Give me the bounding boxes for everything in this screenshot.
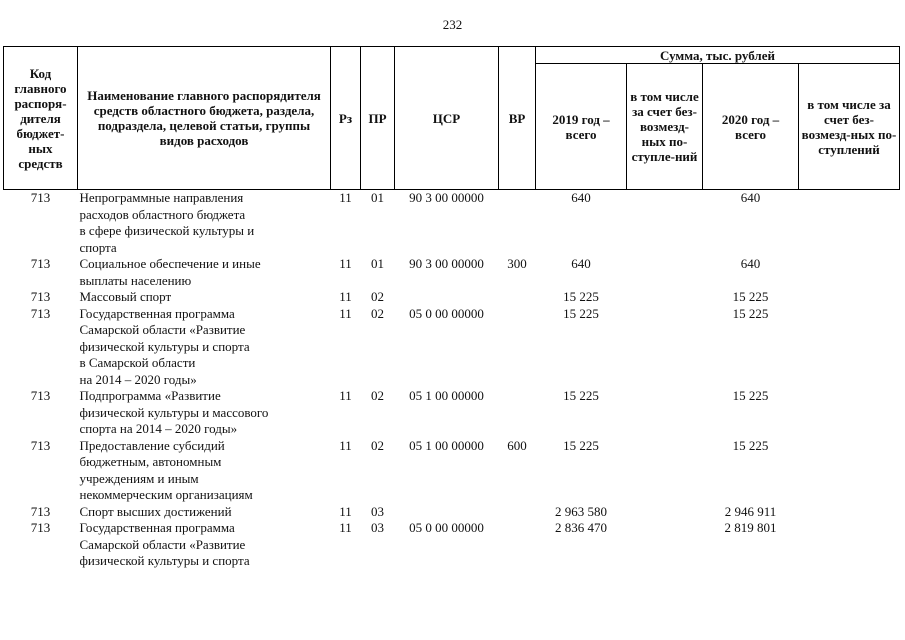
name-line: расходов областного бюджета — [79, 206, 246, 222]
table-body — [4, 190, 900, 570]
name-line: в Самарской области — [79, 355, 196, 370]
cell-2020-total: 15 225 — [732, 388, 769, 403]
page-number: 232 — [442, 17, 463, 32]
name-line: Непрограммные направления — [79, 190, 244, 205]
name-line: Массовый спорт — [79, 289, 172, 304]
cell-2020-total: 2 819 801 — [724, 520, 777, 535]
header-code: Код главного распоря-дителя бюджет-ных средств — [4, 47, 78, 190]
cell-rz: 11 — [339, 388, 352, 403]
cell-pr: 03 — [371, 520, 384, 535]
cell-name — [78, 190, 331, 257]
cell-csr — [395, 289, 499, 306]
cell-2019-free — [627, 306, 703, 389]
cell-code: 713 — [30, 520, 51, 535]
header-vr: ВР — [499, 47, 536, 190]
name-line: Государственная программа — [79, 305, 235, 321]
cell-pr: 01 — [371, 256, 384, 271]
cell-2020-total: 640 — [740, 256, 761, 271]
cell-2019-total: 640 — [571, 190, 591, 205]
table-row — [4, 504, 900, 521]
header-2020-free: в том числе за счет без-возмезд-ных по-ступлений — [799, 64, 900, 190]
cell-2020-free — [799, 520, 900, 570]
cell-2019-total: 2 836 470 — [555, 520, 607, 535]
cell-csr: 05 0 00 00000 — [409, 305, 484, 321]
table-row — [4, 190, 900, 257]
cell-name — [78, 520, 331, 570]
cell-code: 713 — [30, 190, 51, 205]
table-row — [4, 306, 900, 389]
cell-name — [78, 504, 331, 521]
name-line: выплаты населению — [79, 272, 192, 288]
cell-vr — [499, 190, 536, 257]
table-row — [4, 256, 900, 289]
header-row-top — [4, 47, 900, 64]
cell-2019-free — [627, 504, 703, 521]
name-line: физической культуры и массового — [79, 404, 269, 420]
cell-2019-total: 15 225 — [563, 437, 599, 453]
cell-2019-total: 2 963 580 — [555, 503, 607, 519]
cell-2019-total: 15 225 — [563, 388, 599, 403]
header-name: Наименование главного распорядителя средств областного бюджета, раздела, подраздела, целевой статьи, группы видов расходов — [78, 47, 331, 190]
cell-2020-free — [799, 289, 900, 306]
header-pr: ПР — [361, 47, 395, 190]
cell-code: 713 — [30, 256, 51, 271]
cell-name — [78, 256, 331, 289]
cell-rz: 11 — [339, 190, 352, 205]
cell-vr — [499, 388, 536, 438]
header-csr: ЦСР — [395, 47, 499, 190]
cell-rz: 11 — [339, 289, 352, 304]
cell-2020-total: 640 — [740, 190, 761, 205]
cell-pr: 02 — [371, 305, 384, 321]
cell-2020-free — [799, 256, 900, 289]
name-line: некоммерческим организациям — [79, 487, 253, 502]
cell-vr — [499, 504, 536, 521]
cell-2020-total: 15 225 — [732, 305, 769, 321]
cell-pr: 02 — [371, 437, 384, 453]
cell-csr: 90 3 00 00000 — [409, 256, 484, 271]
cell-2019-free — [627, 520, 703, 570]
cell-csr: 05 1 00 00000 — [409, 437, 484, 453]
header-rz: Рз — [331, 47, 361, 190]
cell-vr — [499, 289, 536, 306]
cell-2019-total: 640 — [571, 256, 591, 271]
name-line: Государственная программа — [79, 520, 235, 535]
name-line: Самарской области «Развитие — [79, 322, 246, 337]
cell-pr: 01 — [371, 190, 384, 205]
cell-2020-total: 15 225 — [732, 437, 769, 453]
name-line: спорта на 2014 – 2020 годы» — [79, 421, 238, 436]
cell-code: 713 — [30, 503, 51, 519]
cell-2020-free — [799, 438, 900, 504]
cell-2020-total: 2 946 911 — [724, 503, 777, 519]
cell-code: 713 — [30, 388, 51, 403]
table-row — [4, 289, 900, 306]
cell-2019-free — [627, 289, 703, 306]
name-line: в сфере физической культуры и — [79, 223, 255, 238]
header-sum: Сумма, тыс. рублей — [536, 47, 900, 64]
table-row — [4, 438, 900, 504]
cell-vr: 600 — [507, 437, 527, 453]
cell-csr: 90 3 00 00000 — [409, 190, 484, 205]
cell-rz: 11 — [339, 256, 352, 271]
cell-vr — [499, 520, 536, 570]
name-line: Подпрограмма «Развитие — [79, 388, 221, 403]
name-line: физической культуры и спорта — [79, 553, 250, 568]
cell-2020-free — [799, 504, 900, 521]
name-line: Самарской области «Развитие — [79, 536, 246, 552]
cell-2020-free — [799, 190, 900, 257]
name-line: физической культуры и спорта — [79, 338, 250, 354]
cell-2020-free — [799, 306, 900, 389]
cell-code: 713 — [30, 437, 51, 453]
cell-2019-free — [627, 438, 703, 504]
cell-pr: 02 — [371, 388, 384, 403]
cell-pr: 02 — [371, 289, 384, 304]
cell-name — [78, 289, 331, 306]
cell-rz: 11 — [339, 503, 352, 519]
cell-2020-total: 15 225 — [732, 289, 769, 304]
cell-2019-free — [627, 190, 703, 257]
name-line: учреждениям и иным — [79, 470, 199, 486]
cell-csr: 05 0 00 00000 — [409, 520, 484, 535]
table-row — [4, 388, 900, 438]
cell-csr — [395, 504, 499, 521]
cell-code: 713 — [30, 289, 51, 304]
name-line: Социальное обеспечение и иные — [79, 256, 261, 271]
name-line: на 2014 – 2020 годы» — [79, 371, 197, 387]
cell-2020-free — [799, 388, 900, 438]
cell-2019-total: 15 225 — [563, 289, 599, 304]
name-line: Предоставление субсидий — [79, 437, 225, 453]
cell-2019-total: 15 225 — [563, 305, 599, 321]
cell-code: 713 — [30, 305, 51, 321]
name-line: Спорт высших достижений — [79, 503, 232, 519]
cell-rz: 11 — [339, 437, 352, 453]
cell-rz: 11 — [339, 520, 352, 535]
cell-name — [78, 388, 331, 438]
cell-rz: 11 — [339, 305, 352, 321]
cell-vr: 300 — [507, 256, 527, 271]
cell-pr: 03 — [371, 503, 384, 519]
budget-table — [3, 46, 900, 570]
cell-name — [78, 306, 331, 389]
header-2020-total: 2020 год – всего — [703, 64, 799, 190]
header-2019-free: в том числе за счет без-возмезд-ных по-ступле-ний — [627, 64, 703, 190]
name-line: спорта — [79, 239, 117, 255]
cell-name — [78, 438, 331, 504]
header-2019-total: 2019 год – всего — [536, 64, 627, 190]
cell-csr: 05 1 00 00000 — [409, 388, 484, 403]
name-line: бюджетным, автономным — [79, 454, 222, 469]
cell-2019-free — [627, 256, 703, 289]
table-row — [4, 520, 900, 570]
cell-vr — [499, 306, 536, 389]
cell-2019-free — [627, 388, 703, 438]
